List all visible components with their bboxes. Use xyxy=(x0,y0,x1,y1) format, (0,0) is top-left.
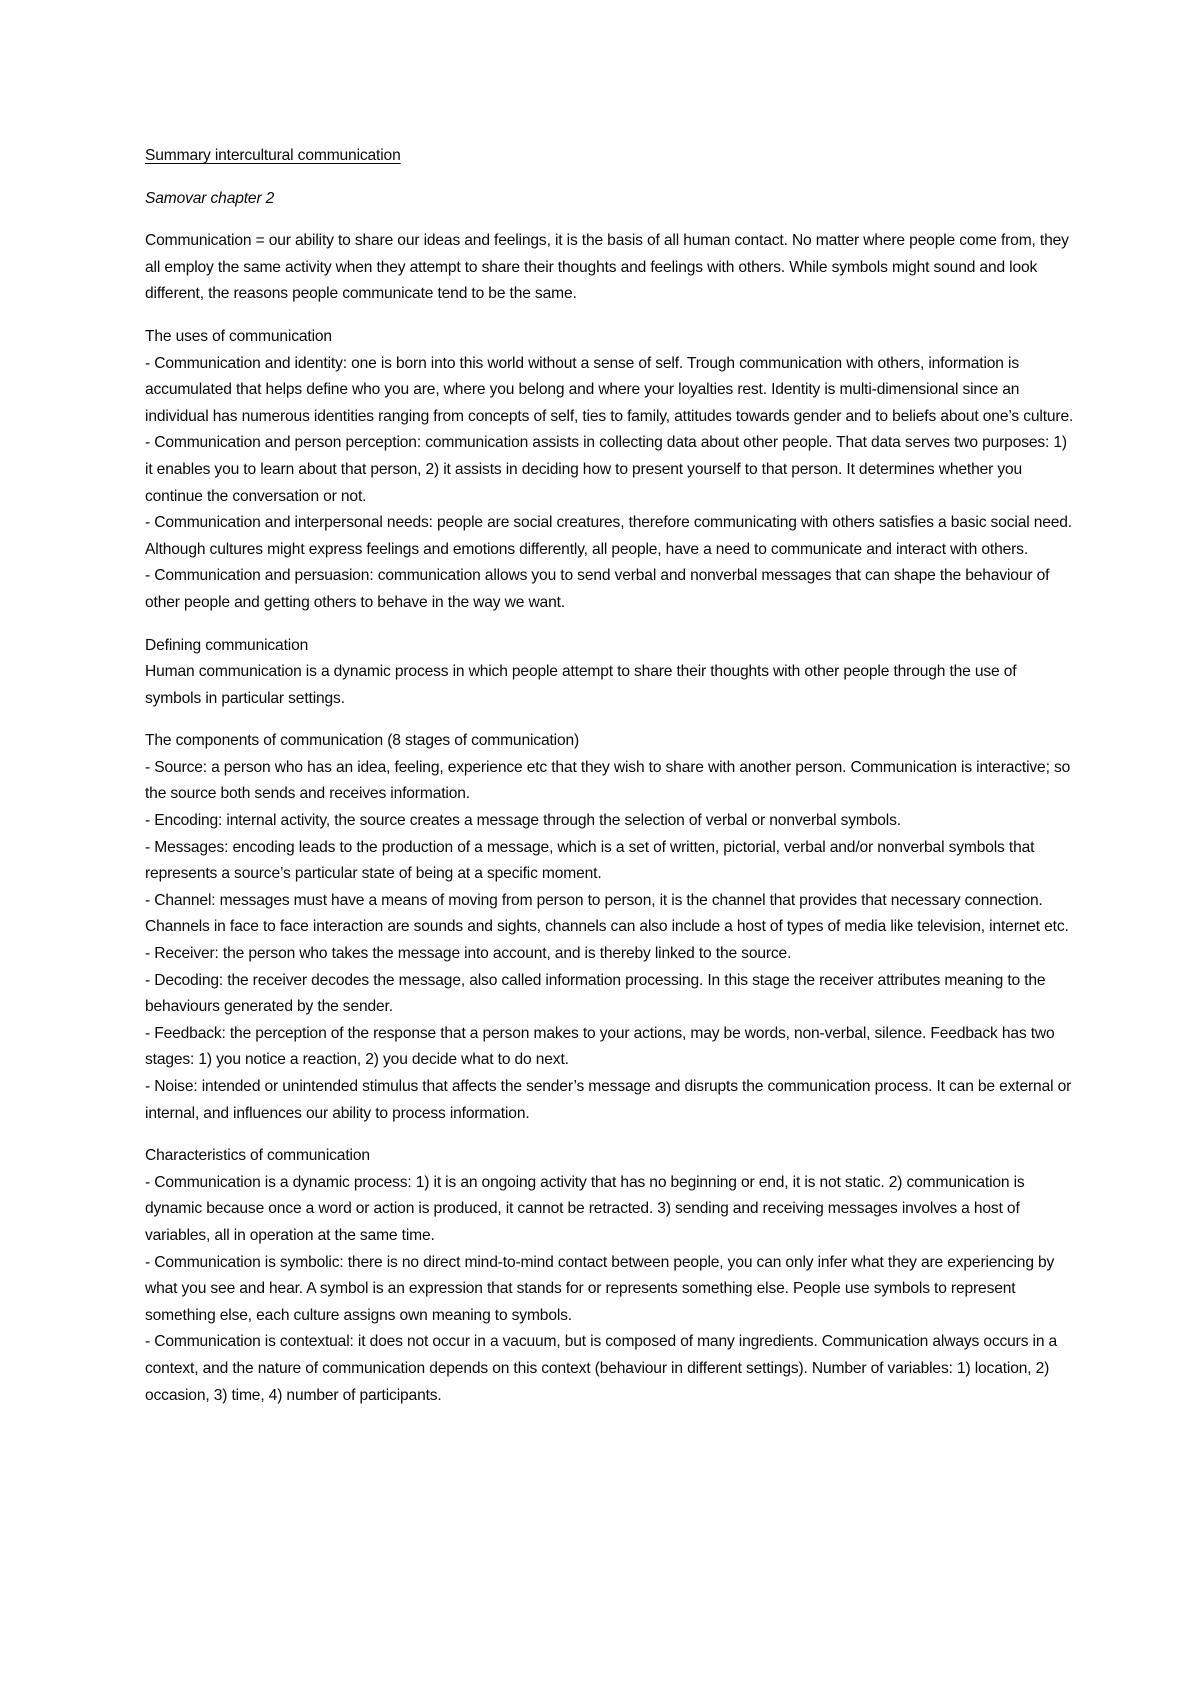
list-item: - Communication and person perception: communication assists in collecting data about other people. That data serves two purposes: 1) it enables you to learn about that person, 2) it assists in deciding how to present yourself to that person. It determines whether you continue the conversation or not. xyxy=(145,434,1067,505)
list-item: - Communication and interpersonal needs: people are social creatures, therefore communicating with others satisfies a basic social need. Although cultures might express feelings and emotions differently, all people, have a need to communicate and interact with others. xyxy=(145,514,1072,558)
list-item: - Feedback: the perception of the response that a person makes to your actions, may be words, non-verbal, silence. Feedback has two stages: 1) you notice a reaction, 2) you decide what to do next. xyxy=(145,1024,1055,1069)
list-item: - Noise: intended or unintended stimulus that affects the sender’s message and disrupts the communication process. It can be external or internal, and influences our ability to process information. xyxy=(145,1078,1072,1122)
list-item: - Messages: encoding leads to the production of a message, which is a set of written, pictorial, verbal and/or nonverbal symbols that represents a source’s particular state of being at a specific moment. xyxy=(145,838,1035,883)
section-heading: The uses of communication xyxy=(145,327,332,345)
section-uses-of-communication xyxy=(145,324,1075,617)
section-heading: The components of communication (8 stages of communication) xyxy=(145,732,580,750)
list-item: - Communication is contextual: it does not occur in a vacuum, but is composed of many ingredients. Communication always occurs in a context, and the nature of communication depends on this context (behaviour in different settings). Number of variables: 1) location, 2) occasion, 3) time, 4) number of participants. xyxy=(145,1333,1058,1404)
list-item: - Receiver: the person who takes the message into account, and is thereby linked to the source. xyxy=(145,945,792,963)
document-subtitle: Samovar chapter 2 xyxy=(145,189,275,207)
list-item: - Channel: messages must have a means of moving from person to person, it is the channel that provides that necessary connection. Channels in face to face interaction are sounds and sights, channels can also include a host of types of media like television, internet etc. xyxy=(145,891,1069,936)
document-title: Summary intercultural communication xyxy=(145,147,401,164)
list-item: - Communication is a dynamic process: 1) it is an ongoing activity that has no beginning or end, it is not static. 2) communication is dynamic because once a word or action is produced, it cannot be retracted. 3) sending and receiving messages involves a host of variables, all in operation at the same time. xyxy=(145,1173,1025,1244)
list-item: - Communication is symbolic: there is no direct mind-to-mind contact between people, you can only infer what they are experiencing by what you see and hear. A symbol is an expression that stands for or represents something else. People use symbols to represent something else, each culture assigns own meaning to symbols. xyxy=(145,1253,1055,1324)
section-components-of-communication xyxy=(145,728,1075,1127)
intro-paragraph: Communication = our ability to share our ideas and feelings, it is the basis of all human contact. No matter where people come from, they all employ the same activity when they attempt to share their thoughts and feelings with others. While symbols might sound and look different, the reasons people communicate tend to be the same. xyxy=(145,232,1069,303)
list-item: - Communication and persuasion: communication allows you to send verbal and nonverbal messages that can shape the behaviour of other people and getting others to behave in the way we want. xyxy=(145,567,1050,611)
section-defining-communication xyxy=(145,633,1075,713)
definition-text: Human communication is a dynamic process in which people attempt to share their thoughts with other people through the use of symbols in particular settings. xyxy=(145,663,1017,707)
list-item: - Communication and identity: one is born into this world without a sense of self. Trough communication with others, information is accumulated that helps define who you are, where you belong and where your loyalties rest. Identity is multi-dimensional since an individual has numerous identities ranging from concepts of self, ties to family, attitudes towards gender and to beliefs about one’s culture. xyxy=(145,354,1074,425)
section-heading: Defining communication xyxy=(145,636,309,654)
list-item: - Source: a person who has an idea, feeling, experience etc that they wish to share with another person. Communication is interactive; so the source both sends and receives information. xyxy=(145,758,1071,803)
list-item: - Decoding: the receiver decodes the message, also called information processing. In this stage the receiver attributes meaning to the behaviours generated by the sender. xyxy=(145,971,1046,1016)
list-item: - Encoding: internal activity, the source creates a message through the selection of verbal or nonverbal symbols. xyxy=(145,812,901,830)
document-body xyxy=(145,143,1075,1409)
section-characteristics-of-communication xyxy=(145,1143,1075,1409)
section-heading: Characteristics of communication xyxy=(145,1147,370,1165)
